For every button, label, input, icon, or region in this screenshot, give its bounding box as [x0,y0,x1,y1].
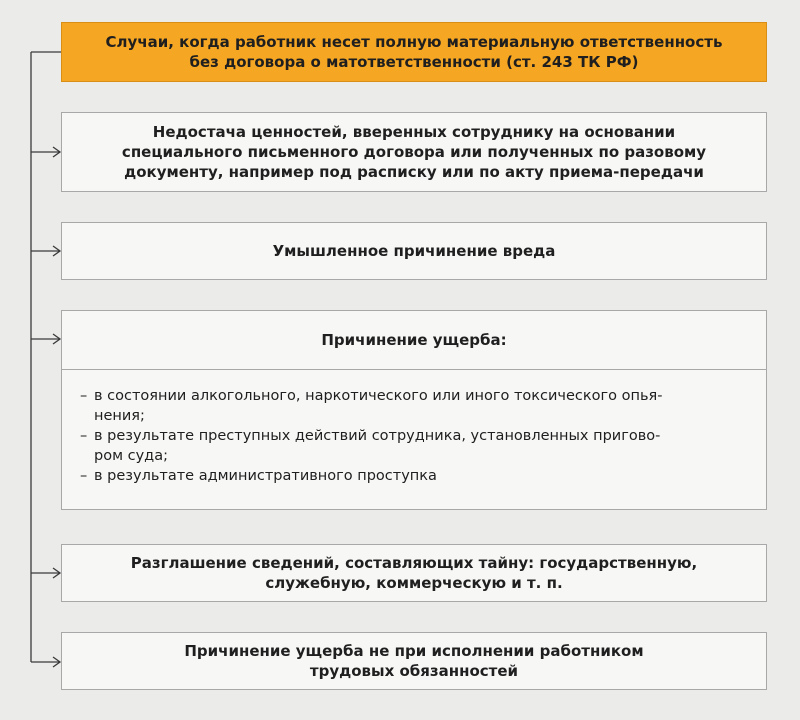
damage-conditions-list [62,370,766,486]
header-title: Случаи, когда работник несет полную материальную ответственность без договора о матответственности (ст. 243 ТК РФ) [105,33,723,71]
case-text: Разглашение сведений, составляющих тайну: государственную, служебную, коммерческую и т. п. [130,554,698,592]
case-text: Умышленное причинение вреда [272,242,556,260]
case-text: Недостача ценностей, вверенных сотруднику на основании специального письменного договора или полученных по разовому документу, например под расписку или по акту приема-передачи [121,123,707,181]
arrow-to-case-3 [31,334,60,344]
arrow-to-case-1 [31,147,60,157]
arrow-to-case-2 [31,246,60,256]
case-box-off-duty-damage [61,632,767,690]
arrow-to-case-4 [31,568,60,578]
case-box-disclosure [61,544,767,602]
arrow-to-case-5 [31,657,60,667]
header-box [61,22,767,82]
list-item: – в результате преступных действий сотрудника, установленных пригово- ром суда; [80,426,748,466]
case-box-shortage [61,112,767,192]
group-title: Причинение ущерба: [62,311,766,370]
case-text: Причинение ущерба не при исполнении работником трудовых обязанностей [184,642,644,680]
case-box-intentional-harm [61,222,767,280]
case-box-damage-group [61,310,767,510]
list-item: – в состоянии алкогольного, наркотического или иного токсического опья- нения; [80,386,748,426]
list-item: – в результате административного проступка [80,466,748,486]
